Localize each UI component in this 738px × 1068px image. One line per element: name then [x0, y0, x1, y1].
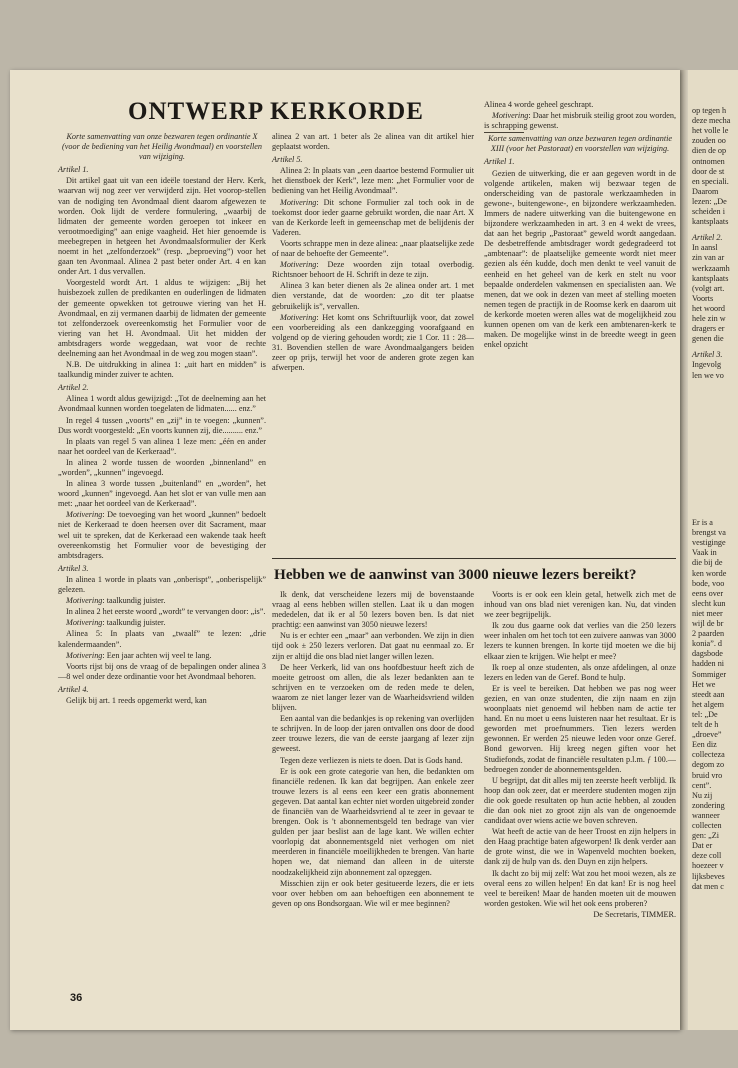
fragment-line: Artikel 2. [692, 233, 723, 243]
fragment-line: gen: „Zi [692, 831, 720, 841]
paragraph: In alinea 1 worde in plaats van „onberispt”, „onberispelijk” gelezen. [58, 574, 266, 595]
fragment-line: Er is a [692, 518, 713, 527]
fragment-line: wanneer [692, 810, 720, 820]
paragraph-text: : Dit schone Formulier zal toch ook in de toekomst door ieder gaarne gebruikt worden, die naar Art. X van de Kerkorde leeft in gemeenschap met de belijdenis der Vaderen. [272, 197, 474, 237]
page-number: 36 [70, 992, 83, 1004]
paragraph: Voorts rijst bij ons de vraag of de bepalingen onder alinea 3—8 wel onder deze ordinantie voor het Avondmaal behoren. [58, 661, 266, 681]
paragraph: Een aantal van die bedankjes is op rekening van overlijden te schrijven. In de loop der jaren ontvallen ons door de dood zeer trouwe lezers, die van de eerste jaargang af lezer zijn geweest. [272, 714, 474, 754]
fragment-line: scheiden i [692, 207, 725, 216]
fragment-line: dat men c [692, 881, 724, 891]
signature: De Secretaris, TIMMER. [593, 909, 676, 919]
fragment-line: hadden ni [692, 659, 725, 669]
paragraph: Wat heeft de actie van de heer Troost en zijn helpers in den Haag prachtige baten afgeworpen! Ik denk verder aan de grote winst, die we in Wapenveld mochten boeken, dank zij de hulp van ds. den Duyn en zijn helpers. [484, 827, 676, 867]
fragment-line: deze coll [692, 851, 722, 861]
fragment-line: degom zo [692, 760, 725, 770]
motivering-label: Motivering [66, 510, 103, 520]
paragraph: alinea 2 van art. 1 beter als 2e alinea van dit artikel hier geplaatst worden. [272, 132, 474, 152]
paragraph: In alinea 2 het eerste woord „wordt” te vervangen door: „is”. [66, 607, 266, 617]
fragment-line: en speciali. [692, 176, 729, 186]
fragment-line: genen die [692, 334, 724, 344]
fragment-line: niet meer [692, 608, 723, 618]
paragraph: Voorts schrappe men in deze alinea: „naar plaatselijke zede of naar de behoefte der Gemeente”. [272, 238, 474, 259]
fragment-line: Vaak in [692, 548, 717, 558]
paragraph-text: : Het komt ons Schriftuurlijk voor, dat zowel een voorbereiding als een dankzegging voorafgaand en volgend op de viering gehouden wordt; zie 1 Cor. 11 : 28—31. Bovendien stellen de ware Avondmaalgangers beiden zeer op prijs, terwijl het voor de anderen grote zegen kan afwerpen. [272, 312, 474, 373]
fragment-line: len we vo [692, 370, 724, 380]
motivering-label: Motivering [66, 618, 103, 628]
paragraph-text: : Een jaar achten wij veel te lang. [102, 650, 212, 660]
fragment-line: hele zin w [692, 314, 726, 323]
paragraph [58, 651, 266, 661]
fragment-line: kantsplaats [692, 217, 729, 227]
article-heading: Artikel 1. [484, 157, 515, 167]
fragment-line: het woord [692, 303, 725, 313]
paragraph: Ik dacht zo bij mij zelf: Wat zou het mooi wezen, als ze overal eens zo willen helpen! En dat kan! Er is nog heel veel te bereiken! Maar de handen moeten uit de mouwen worden gestoken. Wie wil het ook eens proberen? [484, 868, 676, 908]
fragment-line: wijl de br [692, 619, 724, 628]
fragment-line: cent”. [692, 780, 712, 790]
fragment-line: op tegen h [692, 106, 727, 115]
article-heading: Artikel 5. [272, 155, 303, 165]
article-headline: Hebben we de aanwinst van 3000 nieuwe lezers bereikt? [274, 566, 637, 583]
fragment-line: hoezeer v [692, 861, 724, 871]
paragraph [484, 111, 676, 131]
paragraph: Misschien zijn er ook beter gesitueerde lezers, die er iets voor over hebben om aan behoeftigen een abonnement te geven op ons Bondsorgaan. Wie wil er mee beginnen? [272, 878, 474, 908]
fragment-line: dragers er [692, 324, 725, 334]
paragraph: In plaats van regel 5 van alinea 1 leze men: „één en ander naar het oordeel van de Kerkeraad”. [58, 436, 266, 456]
fragment-line: Een diz [692, 740, 717, 750]
fragment-line: Daarom [692, 186, 719, 196]
page-title: ONTWERP KERKORDE [128, 98, 424, 125]
fragment-line: konia”. d [692, 639, 723, 649]
fragment-line: lijksbeves [692, 871, 725, 881]
fragment-line: (volgt art. [692, 283, 725, 293]
paragraph [58, 618, 266, 628]
article-heading: Artikel 1. [58, 165, 89, 175]
separator-rule [484, 132, 524, 133]
paragraph-text: : Deze woorden zijn totaal overbodig. Richtsnoer behoort de H. Schrift in deze te zijn. [272, 260, 474, 280]
motivering-label: Motivering [66, 596, 103, 606]
fragment-line: kantsplaats [692, 273, 729, 283]
fragment-line: zouden oo [692, 136, 726, 146]
fragment-line: steedt aan [692, 689, 725, 699]
paragraph-text: : taalkundig juister. [102, 596, 166, 606]
paragraph: Er is veel te bereiken. Dat hebben we pas nog weer gezien, en van onze studenten, die zijn naam en zijn woonplaats niet genoemd wil hebben nam de actie ter hand. En nu moet u eens luisteren naar het resultaat. Er is geworden met proefnummers. Tien lezers werden gewonnen. Er werden 25 nieuwe leden voor onze Geref. Bond geworven. Hij kreeg negen giften voor het Studiefonds, zodat de financiële resultaten p.l.m. ƒ 100.— bedroegen zonder de abonnementsgelden. [484, 683, 676, 774]
paragraph: Tegen deze verliezen is niets te doen. Dat is Gods hand. [280, 755, 463, 765]
paragraph [58, 510, 266, 560]
paragraph: Gezien de uitwerking, die er aan gegeven wordt in de volgende artikelen, maken wij bezwaar tegen de onderscheiding van de pastorale werkzaamheden in gewone-, buitengewone-, en bijzondere werkzaamheden. Immers de nadere uitwerking van die buitengewone en bijzondere werkzaamheden in art. 3 en 4 wekt de vrees, dat aan het begrip „Pastoraat” geweld wordt aangedaan. De desbetreffende ambtsdrager wordt gedegradeerd tot „ambtenaar”: de plaatselijke gemeente wordt niet meer gezien als één kudde, doch men denkt te veel vanuit de eenheid en het geheel van de kerk en stelt nu voor bepaalde onderdelen vakmensen en specialisten aan. We menen, dat we ook in dezen van meet af stelling moeten nemen tegen de practijk in de Roomse kerk en daarom uit de kerkorde moeten weren alles wat de mogelijkheid zou kunnen openen om van de kerk een ambtenaren-kerk te maken. De mogelijke winst in de breedte weegt in geen enkel opzicht [484, 168, 676, 350]
paragraph: Nu is er echter een „maar” aan verbonden. We zijn in dien tijd ook ± 250 lezers verloren. Dat gaat nu eenmaal zo. Er zijn er altijd die ons blad niet langer willen lezen. [272, 631, 474, 661]
fragment-line: Voorts [692, 293, 714, 303]
paragraph-text: : taalkundig juister. [102, 618, 166, 628]
paragraph: Voorgesteld wordt Art. 1 aldus te wijzigen: „Bij het huisbezoek zullen de predikanten en ouderlingen de lidmaten der gemeente opwekken tot getrouwe viering van het H. Avondmaal, en zij vermanen daarbij de lidmaten der gemeente tot zelfonderzoek overeenkomstig het Formulier voor de viering van het H. Avondmaal. Uit het midden der ambtsdragers worde weggedaan, wat voor de rechte deelneming aan het Avondmaal in de weg zou mogen staan”. [58, 278, 266, 358]
motivering-label: Motivering [280, 197, 317, 207]
paragraph-text: : De toevoeging van het woord „kunnen” bedoelt niet de Kerkeraad te doen heersen over dit Sacrament, maar wel uit te spreken, dat de Kerkeraad een wakende taak heeft overeenkomstig het Formulier voor de bevestiging der ambtsdragers. [58, 510, 266, 560]
article-heading: Artikel 4. [58, 684, 89, 694]
magazine-page [10, 70, 680, 1030]
fragment-line: Dat er [692, 841, 713, 851]
paragraph: Ik roep al onze studenten, als onze afdelingen, al onze lezers en leden van de Geref. Bond te hulp. [484, 662, 676, 682]
fragment-line: brengst va [692, 528, 726, 538]
motivering-label: Motivering [492, 111, 529, 121]
fragment-line: deze mecha [692, 116, 731, 126]
paragraph: In alinea 2 worde tussen de woorden „binnenland” en „worden”, „kunnen” ingevoegd. [58, 457, 266, 477]
fragment-line: slecht kun [692, 598, 726, 608]
paragraph: Ik zou dus gaarne ook dat verlies van die 250 lezers weer inhalen om het toch tot een zuivere aanwas van 3000 lezers te kunnen brengen. In korte tijd moeten we die bij elkaar zien te krijgen. Wie helpt er mee? [484, 621, 676, 661]
motivering-label: Motivering [280, 312, 317, 322]
column-1 [58, 132, 266, 707]
paragraph: Alinea 2: In plaats van „een daartoe bestemd Formulier uit het dienstboek der Kerk”, leze men: „het Formulier voor de bediening van het Heilig Avondmaal”. [272, 166, 474, 196]
column-2 [272, 132, 474, 374]
fragment-line: door de st [692, 166, 725, 176]
paragraph: Er is ook een grote categorie van hen, die bedankten om financiële redenen. Ik kan dat begrijpen. Aan enkele zeer trouwe lezers is al eens een keer een gratis abonnement gegeven. Dat aantal kan echter niet worden uitgebreid zonder de financiën van de Waarheidsvriend al te zeer in gevaar te brengen. Ook is 't abonnementsgeld ten bedrage van vier gulden per jaar beslist aan de lage kant. We willen echter voorlopig dat abonnementsgeld niet verhogen om niet meerderen in financiële moeilijkheden te brengen. Van harte hopen we, dat niemand dan alleen in de uiterste noodzakelijkheid zijn abonnement zal opzeggen. [272, 766, 474, 877]
paragraph: In regel 4 tussen „voorts” en „zij” in te voegen: „kunnen”. Dus wordt voorgesteld: „En voorts kunnen zij, die.......... enz.” [58, 415, 266, 435]
section-summary: Korte samenvatting van onze bezwaren tegen ordinantie X (voor de bediening van het Heilig Avondmaal) en voorstellen van wijziging. [62, 132, 262, 162]
paragraph: Dit artikel gaat uit van een ideële toestand der Herv. Kerk, waarvan wij nog zeer ver verwijderd zijn. Het voorop-stellen van de nodiging ten Avondmaal dient daarom afgewezen te worden. Ook lijdt de verdere formulering, „waarbij de lidmaten der gemeente worden geroepen tot inkeer en verootmoediging” aan enige vaagheid. Het hier genoemde is meebegrepen in hetgeen het Avondmaalsformulier der Kerk noemt in het „zelfonderzoek” (resp. „beproeving”) voor het gaan ten Avonmaal. Alinea 2 past beter onder Art. 4 en kan onder Art. 1 dus vervallen. [58, 176, 266, 277]
page-gutter [680, 70, 688, 1030]
paragraph [272, 260, 474, 280]
fragment-line: Het we [692, 679, 716, 689]
article-heading: Artikel 3. [58, 563, 89, 573]
fragment-line: zondering [692, 800, 725, 810]
paragraph [272, 313, 474, 374]
fragment-line: 2 paarden [692, 629, 725, 639]
paragraph: Alinea 3 kan beter dienen als 2e alinea onder art. 1 met dien verstande, dat de woorden: „zo dit ter plaatse gebruikelijk is”, vervallen. [272, 281, 474, 311]
paragraph [58, 596, 266, 606]
fragment-line: eens over [692, 588, 724, 598]
fragment-line: telt de h [692, 720, 719, 729]
fragment-line: lezen: „De [692, 196, 727, 206]
fragment-line: Nu zij [692, 790, 713, 800]
paragraph: De heer Verkerk, lid van ons hoofdbestuur heeft zich de moeite getroost om allen, die als lezer bedankten aan te schrijven en te verzoeken om de reden mede te delen, waarom ze niet langer lezer van de Waarheidsvriend wilden blijven. [272, 662, 474, 713]
fragment-line: ontnomen [692, 156, 725, 166]
fragment-line: dagsbode [692, 649, 723, 659]
fragment-line: het algem [692, 699, 725, 709]
fragment-line: Artikel 3. [692, 350, 723, 360]
motivering-label: Motivering [280, 260, 317, 270]
article-column-a [272, 590, 474, 910]
motivering-label: Motivering [66, 650, 103, 660]
paragraph: Alinea 5: In plaats van „twaalf” te lezen: „drie kalendermaanden”. [58, 629, 266, 649]
fragment-line: „droeve” [692, 730, 722, 740]
fragment-line: vestiginge [692, 538, 726, 548]
fragment-line: collecteza [692, 750, 725, 760]
fragment-line: Sommiger [692, 669, 727, 679]
section-summary: Korte samenvatting van onze bezwaren tegen ordinantie XIII (voor het Pastoraat) en voorstellen van wijziging. [487, 134, 673, 154]
paragraph: Gelijk bij art. 1 reeds opgemerkt werd, kan [66, 695, 207, 705]
paragraph: N.B. De uitdrukking in alinea 1: „uit hart en midden” is taalkundig minder zuiver te achten. [58, 360, 266, 380]
adjacent-page-fragment [688, 70, 738, 1030]
column-3 [484, 100, 676, 351]
paragraph: Alinea 4 worde geheel geschrapt. [484, 100, 594, 109]
fragment-line: ken worde [692, 568, 727, 578]
fragment-line: Ingevolg [692, 360, 722, 370]
fragment-line: bruid vro [692, 770, 723, 780]
article-heading: Artikel 2. [58, 383, 89, 393]
fragment-line: werkzaamh [692, 263, 730, 273]
fragment-line: dien de op [692, 146, 727, 156]
fragment-line: bode, voo [692, 578, 725, 588]
paragraph: U begrijpt, dat dit alles mij ten zeerste heeft verblijd. Ik hoop dan ook zeer, dat er meerdere studenten mogen zijn die ook goede resultaten op hun actie hebben, al zouden die dan ook niet zo groot zijn als van de ongenoemde candidaat over wiens actie we boven schreven. [484, 775, 676, 826]
fragment-line: tel: „De [692, 709, 718, 719]
article-column-b [484, 590, 676, 921]
paragraph-text: : Daar het misbruik steilig groot zou worden, is schrapping gewenst. [484, 111, 676, 131]
fragment-line: die bij de [692, 558, 723, 568]
fragment-line: zin van ar [692, 253, 725, 263]
fragment-line: collecten [692, 821, 722, 830]
fragment-line: het volle le [692, 126, 729, 136]
fragment-line: In aansl [692, 243, 718, 253]
section-divider [272, 558, 676, 559]
paragraph [272, 198, 474, 238]
paragraph: Alinea 1 wordt aldus gewijzigd: „Tot de deelneming aan het Avondmaal kunnen worden toegelaten de lidmaten...... enz.” [58, 394, 266, 414]
paragraph: Voorts is er ook een klein getal, hetwelk zich met de inhoud van ons blad niet verenigen kan. Nu, dat vinden we zeer begrijpelijk. [484, 590, 676, 620]
paragraph: In alinea 3 worde tussen „buitenland” en „worden”, het woord „kunnen” ingevoegd. Aan het slot er van vulle men aan met: „naar het oordeel van de Kerkeraad”. [58, 479, 266, 509]
paragraph: Ik denk, dat verscheidene lezers mij de bovenstaande vraag al eens hebben willen stellen. Laat ik u dan mogen mededelen, dat ik er al 50 lezers boven ben. Is dat niet prachtig: een aanwinst van 3050 nieuwe lezers! [272, 590, 474, 630]
